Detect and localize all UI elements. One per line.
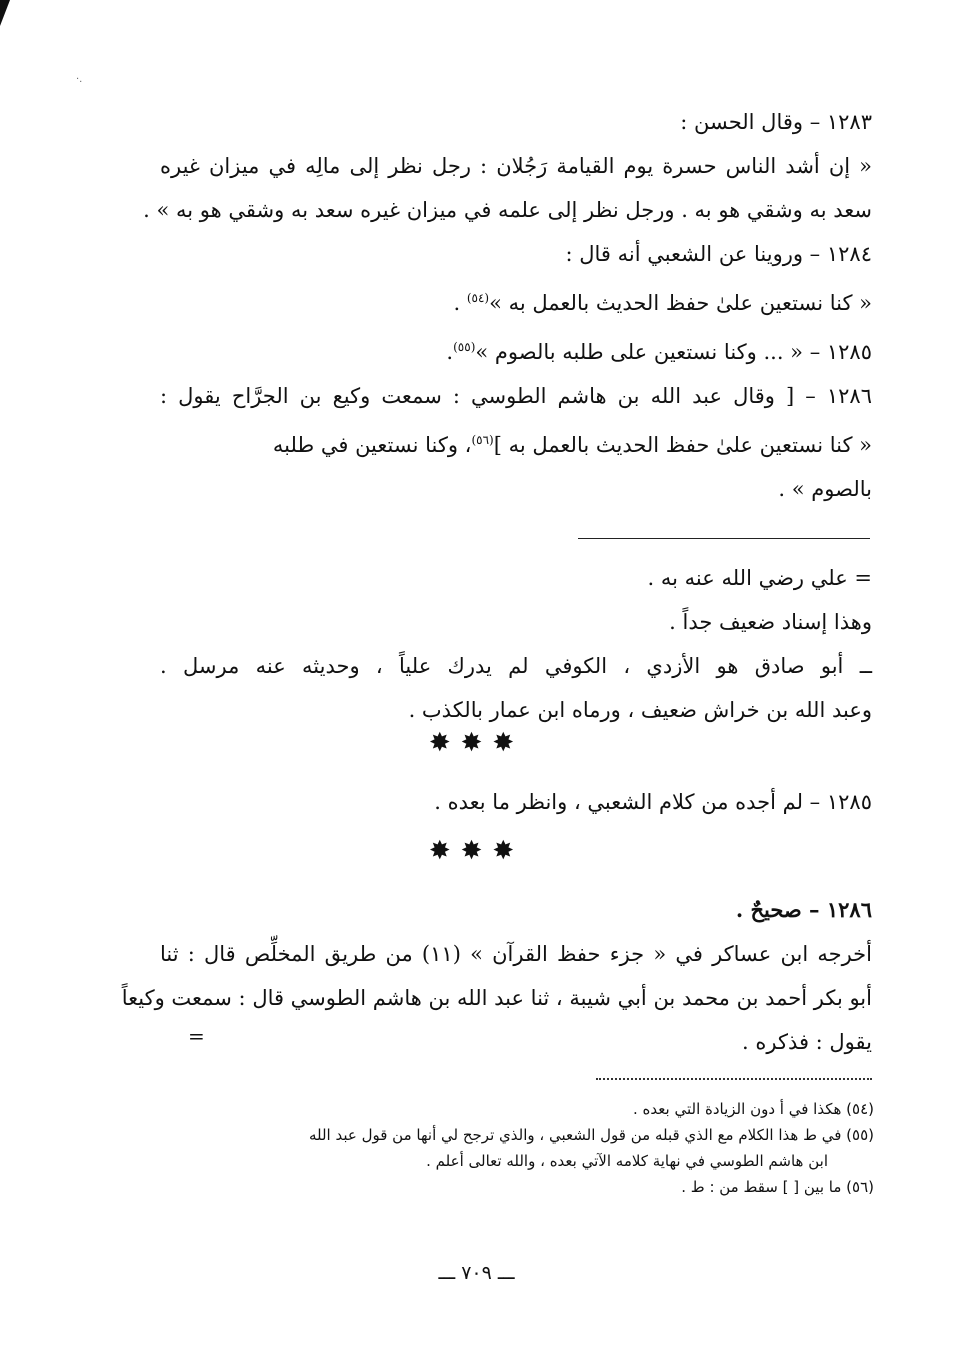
footnote-ref-54: (٥٤) bbox=[466, 291, 490, 305]
footnote-separator bbox=[596, 1078, 872, 1080]
commentary-1286-line-2: أبو بكر أحمد بن محمد بن أبي شيبة ، ثنا عبد الله بن هاشم الطوسي قال : سمعت وكيعاً bbox=[121, 986, 872, 1010]
entry-1284-text: « كنا نستعين علىٰ حفظ الحديث بالعمل به »$^{(٥٤)}$ . bbox=[453, 291, 872, 315]
entry-1284-heading: ١٢٨٤ – وروينا عن الشعبي أنه قال : bbox=[565, 242, 872, 266]
page-corner-mark bbox=[0, 0, 10, 26]
footnote-ref-56: (٥٦) bbox=[471, 433, 494, 447]
entry-1286-text-2: بالصوم » . bbox=[778, 477, 872, 501]
commentary-line-3: ــ أبو صادق هو الأزدي ، الكوفي لم يدرك علياً ، وحديثه عنه مرسل . bbox=[160, 654, 872, 678]
commentary-line-4: وعبد الله بن خراش ضعيف ، ورماه ابن عمار بالكذب . bbox=[408, 698, 872, 722]
commentary-line-1: = علي رضي الله عنه به . bbox=[647, 566, 872, 590]
footnote-55-line-1: (٥٥) في ط هذا الكلام مع الذي قبله من قول الشعبي ، والذي ترجح لي أنها من قول عبد الله bbox=[308, 1126, 874, 1144]
continuation-mark: = bbox=[188, 1024, 205, 1048]
entry-1283-heading: ١٢٨٣ – وقال الحسن : bbox=[680, 110, 872, 134]
commentary-1286-line-1: أخرجه ابن عساكر في « جزء حفظ القرآن » (١١) من طريق المخلِّص قال : ثنا bbox=[160, 942, 872, 966]
commentary-1286-heading: ١٢٨٦ – صحيحٌ . bbox=[735, 897, 872, 922]
footnote-55-line-2: ابن هاشم الطوسي في نهاية كلامه الآتي بعده ، والله تعالى أعلم . bbox=[426, 1152, 828, 1170]
entry-1286-text-1: « كنا نستعين علىٰ حفظ الحديث بالعمل به ]$^{(٥٦)}$، وكنا نستعين في طلبه bbox=[272, 433, 872, 457]
footnote-54: (٥٤) هكذا في أ دون الزيادة التي بعده . bbox=[633, 1100, 874, 1118]
footnotes bbox=[180, 1096, 874, 1200]
commentary-1286 bbox=[121, 888, 872, 1064]
commentary-1285-text: ١٢٨٥ – لم أجده من كلام الشعبي ، وانظر ما بعده . bbox=[434, 790, 872, 814]
main-text bbox=[143, 100, 872, 511]
section-divider-stars-1: ✸✸✸ bbox=[428, 728, 525, 758]
section-divider-stars-2: ✸✸✸ bbox=[428, 836, 525, 866]
commentary-1285 bbox=[160, 780, 872, 824]
footnote-ref-55: (٥٥) bbox=[453, 340, 476, 354]
entry-1286-heading: ١٢٨٦ – [ وقال عبد الله بن هاشم الطوسي : سمعت وكيع بن الجرَّاح يقول : bbox=[160, 384, 872, 408]
footnote-56: (٥٦) ما بين [ ] سقط من : ط . bbox=[681, 1178, 874, 1196]
entry-1283-text-2: سعد به وشقي هو به . ورجل نظر إلى علمه في ميزان غيره سعد به وشقي هو به » . bbox=[143, 198, 872, 222]
commentary-separator bbox=[578, 538, 870, 539]
commentary-line-2: وهذا إسناد ضعيف جداً . bbox=[669, 610, 872, 634]
commentary-block bbox=[160, 556, 872, 732]
page-number: ـــ ٧٠٩ ـــ bbox=[438, 1262, 515, 1284]
entry-1283-text-1: « إن أشد الناس حسرة يوم القيامة رَجُلان : رجل نظر إلى مالِه في ميزان غيره bbox=[160, 154, 872, 178]
commentary-1286-line-3: يقول : فذكره . bbox=[742, 1030, 872, 1054]
entry-1285-text: ١٢٨٥ – « ... وكنا نستعين على طلبه بالصوم »$^{(٥٥)}$. bbox=[446, 340, 872, 364]
scan-speck: ·. bbox=[76, 74, 83, 85]
